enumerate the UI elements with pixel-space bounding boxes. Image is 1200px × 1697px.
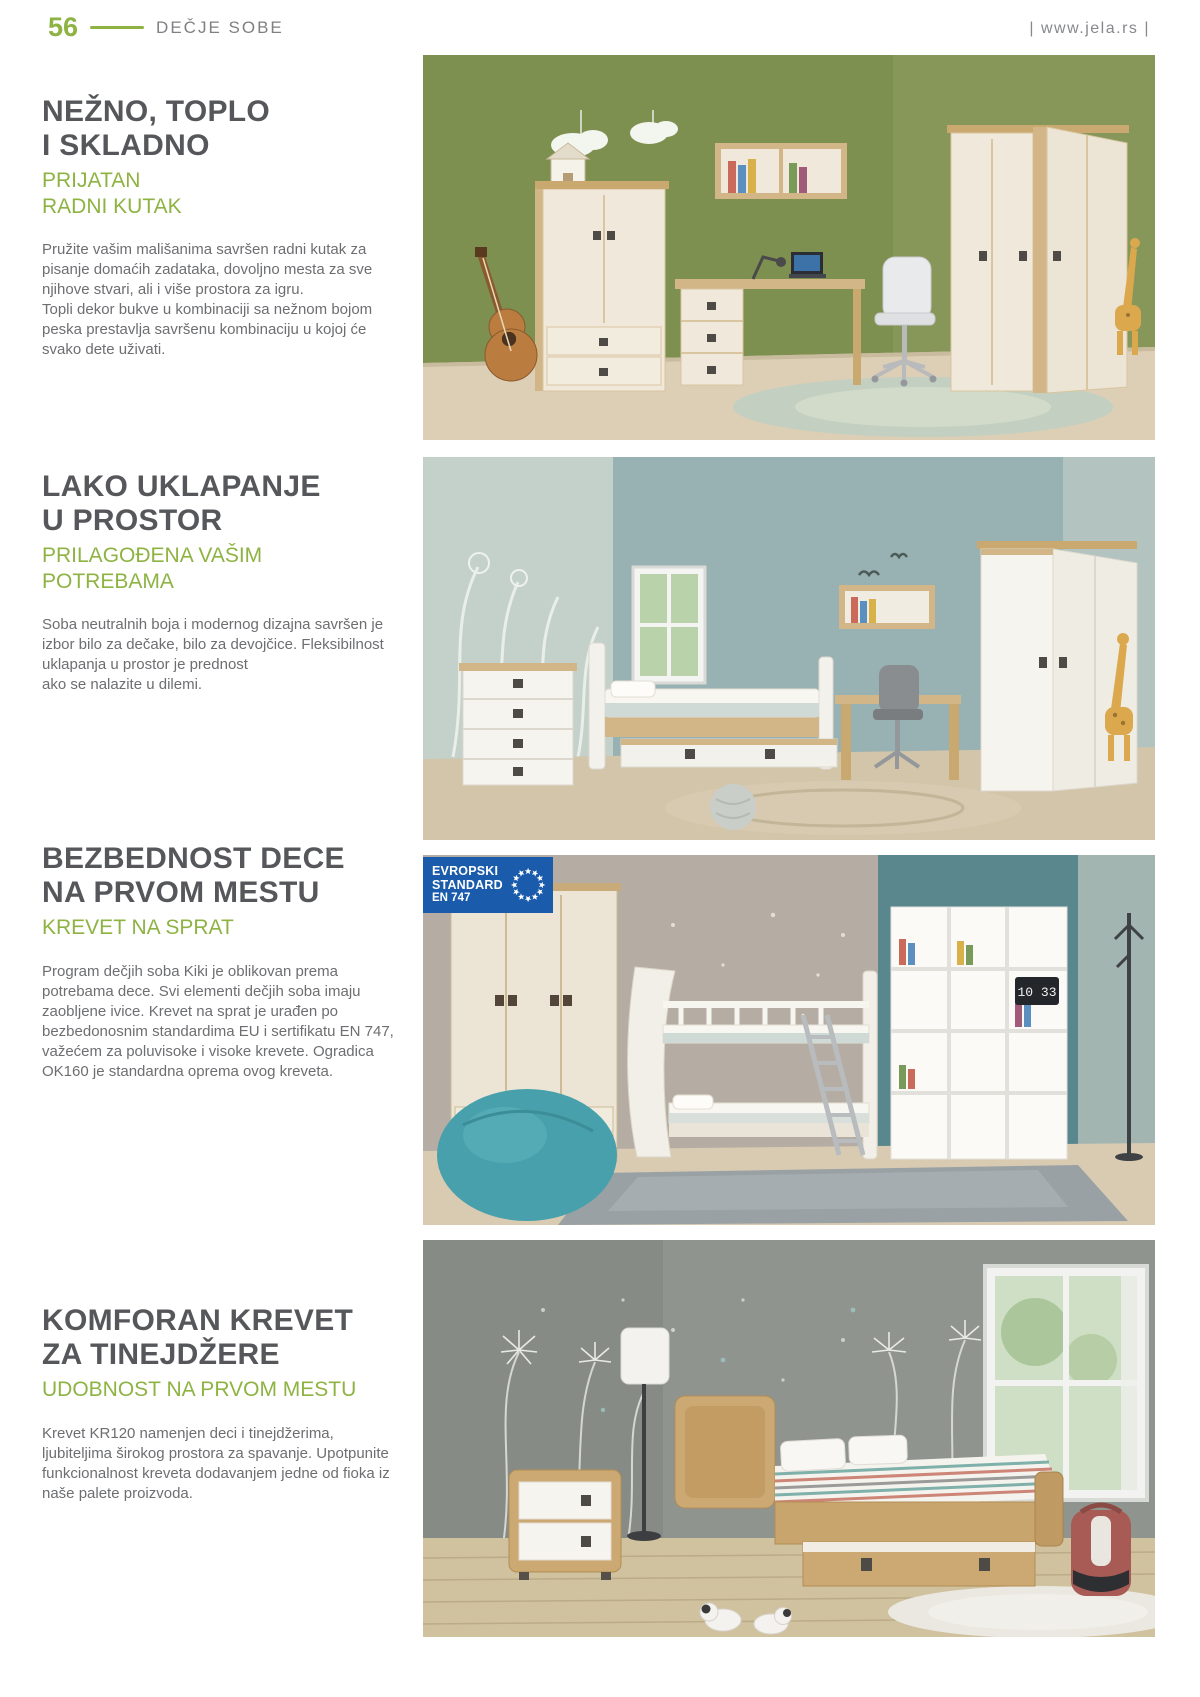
section-title [42,95,394,163]
room-illustration-teen-bed [423,1240,1155,1637]
header [48,14,284,41]
photo-green-room-work-corner [423,55,1155,440]
title-line: I SKLADNO [42,129,210,163]
body-paragraph: Soba neutralnih boja i modernog dizajna savršen je izbor bilo za dečake, bilo za devojčice. Fleksibilnost uklapanja u prostor je prednost [42,615,384,673]
section-title [42,1304,394,1372]
photo-neutral-room [423,457,1155,840]
section-lako-uklapanje [42,470,394,695]
section-body [42,1424,394,1504]
photo-teen-bed-room [423,1240,1155,1637]
section-subtitle [42,543,394,593]
subtitle-line: KREVET NA SPRAT [42,916,234,940]
section-body [42,615,394,695]
category-title: DEČJE SOBE [156,17,284,37]
header-rule [90,26,144,29]
eu-stars-icon [508,857,548,913]
badge-line: EN 747 [432,892,471,905]
title-line: LAKO UKLAPANJE [42,470,321,503]
subtitle-line: UDOBNOST NA PRVOM MESTU [42,1378,357,1402]
section-subtitle [42,1377,394,1402]
title-line: NEŽNO, TOPLO [42,95,271,128]
badge-line: STANDARD [432,877,503,892]
title-line: U PROSTOR [42,504,223,538]
title-line: KOMFORAN KREVET [42,1304,354,1337]
body-paragraph: ako se nalazite u dilemi. [42,676,203,694]
subtitle-line: RADNI KUTAK [42,194,182,218]
eu-standard-badge [423,857,553,913]
body-paragraph: Krevet KR120 namenjen deci i tinejdžerima, ljubiteljima širokog prostora za spavanje. Upotpunite funkcionalnost kreveta dodavanjem jedne od fioka iz naše palete proizvoda. [42,1424,390,1502]
title-line: NA PRVOM MESTU [42,876,320,910]
section-title [42,842,394,910]
room-illustration-neutral [423,457,1155,840]
title-line: ZA TINEJDŽERE [42,1338,280,1372]
section-body [42,240,394,361]
section-subtitle [42,168,394,218]
clock-display: 10 33 [1017,985,1057,1000]
section-title [42,470,394,538]
badge-line: EVROPSKI [432,864,499,879]
section-body [42,962,394,1083]
title-line: BEZBEDNOST DECE [42,842,345,875]
section-subtitle [42,915,394,940]
subtitle-line: PRIJATAN [42,169,141,193]
body-paragraph: Topli dekor bukve u kombinaciji sa nežnom bojom peska prestavlja savršenu kombinaciju u kojoj će svako dete uživati. [42,301,373,359]
subtitle-line: PRILAGOĐENA VAŠIM [42,544,263,568]
body-paragraph: Pružite vašim mališanima savršen radni kutak za pisanje domaćih zadataka, dovoljno mesta za sve njihove stvari, ali i više prostora za igru. [42,240,373,298]
eu-badge-text [432,865,503,904]
room-illustration-green [423,55,1155,440]
photo-bunk-bed-room [423,855,1155,1225]
section-radni-kutak [42,95,394,360]
section-bezbednost [42,842,394,1082]
page-number: 56 [48,12,79,42]
subtitle-line: POTREBAMA [42,569,174,593]
body-paragraph: Program dečjih soba Kiki je oblikovan prema potrebama dece. Svi elementi dečjih soba imaju zaobljene ivice. Krevet na sprat je urađen po bezbedonosnim standardima EU i sertifikatu EN 747, važećem za poluvisoke i visoke krevete. Ogradica OK160 je standardna oprema ovog kreveta. [42,962,394,1081]
section-komforan-krevet [42,1304,394,1504]
website-link[interactable]: | www.jela.rs | [1029,20,1150,37]
